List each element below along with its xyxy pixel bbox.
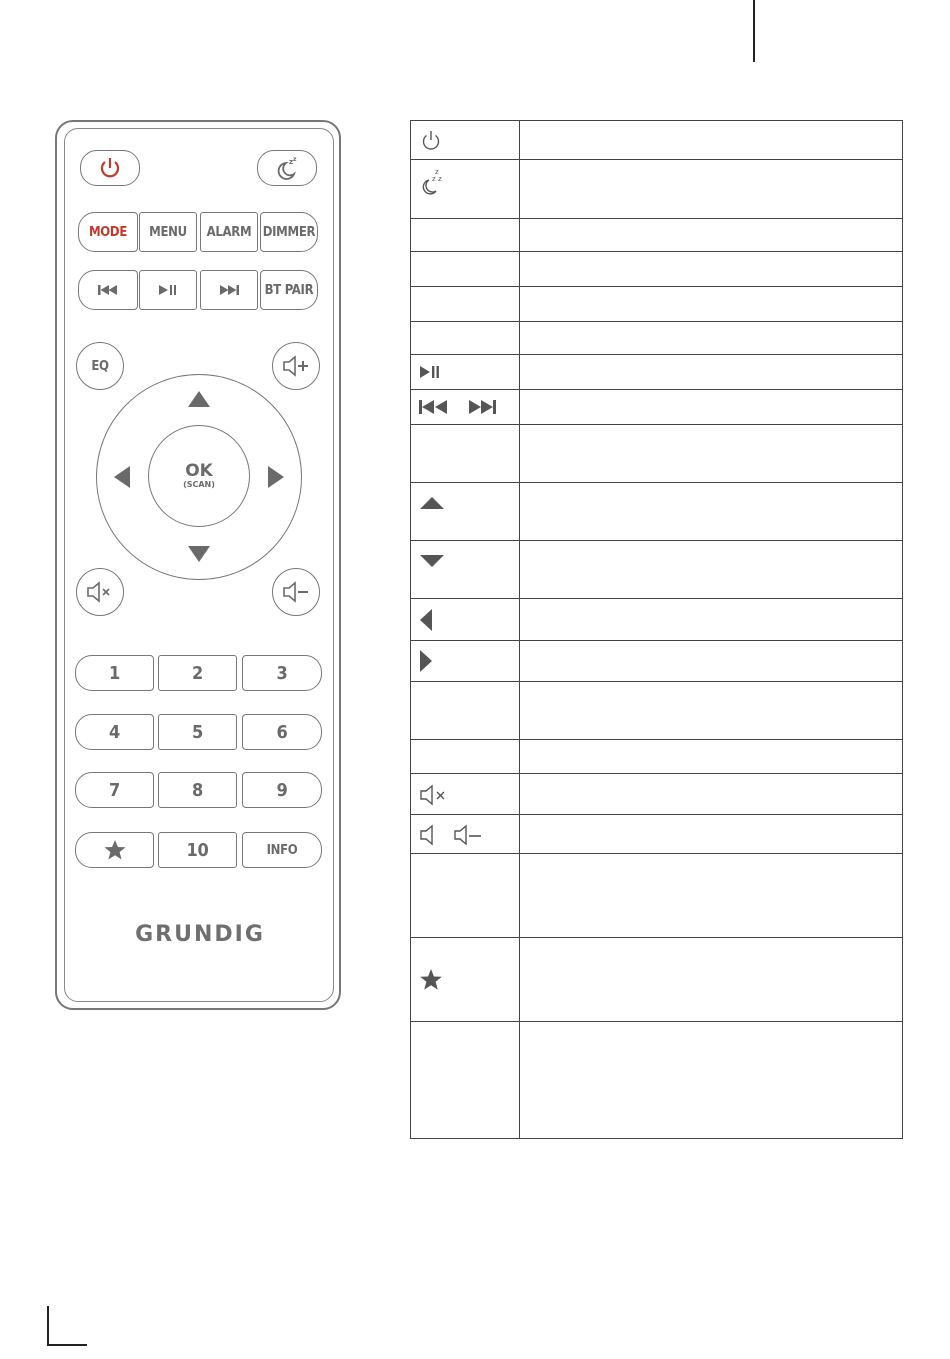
icon-cell — [411, 599, 520, 641]
description-cell — [519, 287, 902, 322]
remote-mute-button — [76, 568, 124, 616]
icon-cell — [411, 641, 520, 682]
description-cell — [519, 390, 902, 425]
remote-number-button: 2 — [158, 655, 237, 691]
table-row — [411, 774, 903, 815]
play-pause-icon — [419, 365, 445, 379]
description-cell — [519, 252, 902, 287]
remote-alarm-button: ALARM — [200, 212, 258, 252]
remote-volume-up-button — [272, 342, 320, 390]
sleep-icon — [419, 167, 449, 197]
remote-brand-logo: GRUNDIG — [135, 922, 265, 947]
description-cell — [519, 541, 902, 599]
svg-text:z: z — [432, 175, 436, 183]
svg-text:z: z — [289, 158, 293, 166]
icon-cell — [411, 425, 520, 483]
description-cell — [519, 425, 902, 483]
description-cell — [519, 938, 902, 1022]
skip-next-icon — [217, 284, 241, 296]
power-icon — [97, 155, 123, 181]
description-cell — [519, 1022, 902, 1139]
remote-number-button: 7 — [75, 772, 154, 808]
icon-cell — [411, 815, 520, 854]
remote-bt-pair-button: BT PAIR — [260, 270, 318, 310]
icon-cell — [411, 774, 520, 815]
remote-arrow-down-icon — [188, 546, 210, 562]
icon-cell — [411, 121, 520, 160]
description-cell — [519, 599, 902, 641]
arrow-down-icon — [419, 554, 445, 568]
table-row — [411, 682, 903, 740]
skip-prev-next-icon — [419, 399, 507, 415]
icon-cell — [411, 1022, 520, 1139]
table-row — [411, 1022, 903, 1139]
table-row — [411, 641, 903, 682]
crop-mark-bottom-left-h — [47, 1344, 87, 1346]
table-row — [411, 599, 903, 641]
icon-cell — [411, 355, 520, 390]
svg-text:z: z — [293, 156, 297, 163]
star-icon — [419, 968, 443, 992]
remote-number-button: 5 — [158, 714, 237, 750]
icon-cell — [411, 483, 520, 541]
description-cell — [519, 355, 902, 390]
remote-arrow-right-icon — [268, 466, 284, 488]
table-row — [411, 287, 903, 322]
remote-number-button: 8 — [158, 772, 237, 808]
remote-info-button: INFO — [242, 832, 322, 868]
description-cell — [519, 641, 902, 682]
remote-arrow-left-icon — [114, 466, 130, 488]
remote-number-button: 4 — [75, 714, 154, 750]
table-row — [411, 390, 903, 425]
remote-next-button — [200, 270, 258, 310]
icon-cell — [411, 854, 520, 938]
star-icon — [103, 838, 127, 862]
remote-ok-button — [148, 425, 250, 527]
power-icon — [419, 129, 443, 153]
table-row — [411, 740, 903, 774]
table-row — [411, 322, 903, 355]
mute-icon — [85, 581, 115, 603]
table-row — [411, 160, 903, 219]
volume-up-icon — [281, 355, 311, 377]
table-row — [411, 938, 903, 1022]
table-row — [411, 854, 903, 938]
arrow-up-icon — [419, 496, 445, 510]
ok-label: OK — [185, 461, 213, 481]
remote-mode-button: MODE — [78, 212, 138, 252]
icon-cell — [411, 541, 520, 599]
icon-cell — [411, 252, 520, 287]
remote-favorite-button — [75, 832, 154, 868]
remote-power-button — [80, 150, 140, 186]
remote-number-button: 6 — [242, 714, 322, 750]
remote-eq-button: EQ — [76, 342, 124, 390]
description-cell — [519, 219, 902, 252]
description-cell — [519, 815, 902, 854]
mute-icon — [419, 783, 451, 807]
icon-cell — [411, 160, 520, 219]
arrow-left-icon — [419, 608, 435, 632]
crop-mark-bottom-left-v — [47, 1306, 49, 1346]
remote-play-pause-button — [139, 270, 197, 310]
svg-text:z: z — [435, 168, 439, 176]
description-cell — [519, 774, 902, 815]
description-cell — [519, 682, 902, 740]
remote-dimmer-button: DIMMER — [260, 212, 318, 252]
description-cell — [519, 854, 902, 938]
table-row — [411, 121, 903, 160]
icon-cell — [411, 322, 520, 355]
icon-cell — [411, 219, 520, 252]
volume-icon — [419, 823, 499, 847]
table-row — [411, 252, 903, 287]
button-legend-table — [410, 120, 903, 1139]
remote-sleep-button — [257, 150, 317, 186]
table-row — [411, 425, 903, 483]
remote-volume-down-button — [272, 568, 320, 616]
skip-previous-icon — [96, 284, 120, 296]
remote-number-button: 1 — [75, 655, 154, 691]
arrow-right-icon — [419, 649, 435, 673]
play-pause-icon — [156, 284, 180, 296]
description-cell — [519, 740, 902, 774]
ok-sub-label: (SCAN) — [183, 480, 215, 489]
remote-number-button: 9 — [242, 772, 322, 808]
icon-cell — [411, 740, 520, 774]
table-row — [411, 815, 903, 854]
table-row — [411, 483, 903, 541]
sleep-icon — [274, 155, 300, 181]
description-cell — [519, 121, 902, 160]
remote-arrow-up-icon — [188, 391, 210, 407]
icon-cell — [411, 390, 520, 425]
table-row — [411, 541, 903, 599]
icon-cell — [411, 682, 520, 740]
description-cell — [519, 160, 902, 219]
table-row — [411, 355, 903, 390]
svg-text:z: z — [438, 175, 442, 183]
crop-mark-top-right — [753, 0, 755, 62]
remote-prev-button — [78, 270, 138, 310]
remote-number-button: 3 — [242, 655, 322, 691]
description-cell — [519, 322, 902, 355]
remote-number-button: 10 — [158, 832, 237, 868]
icon-cell — [411, 287, 520, 322]
icon-cell — [411, 938, 520, 1022]
volume-down-icon — [281, 581, 311, 603]
remote-menu-button: MENU — [139, 212, 197, 252]
table-row — [411, 219, 903, 252]
description-cell — [519, 483, 902, 541]
